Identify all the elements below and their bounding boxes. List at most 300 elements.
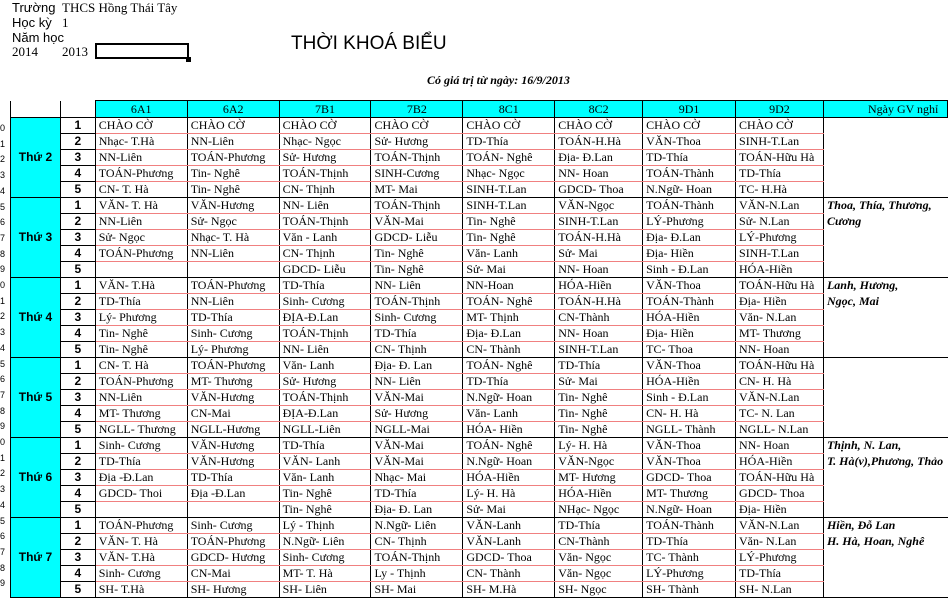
schedule-cell[interactable] (95, 502, 187, 518)
schedule-cell[interactable]: TD-Thía (279, 278, 371, 294)
schedule-cell[interactable]: NN- Hoan (736, 342, 824, 358)
schedule-cell[interactable]: VĂN-Thoa (643, 438, 736, 454)
schedule-cell[interactable]: VĂN-Ngọc (555, 454, 643, 470)
schedule-cell[interactable]: Tin- Nghê (555, 406, 643, 422)
schedule-cell[interactable]: NN- Hoan (736, 438, 824, 454)
schedule-cell[interactable]: Sử- Hương (279, 374, 371, 390)
schedule-cell[interactable]: Địa- Đ.Lan (643, 230, 736, 246)
schedule-cell[interactable]: Sinh- Cương (279, 294, 371, 310)
schedule-cell[interactable]: Tin- Nghê (95, 326, 187, 342)
period-number[interactable]: 3 (60, 470, 95, 486)
fill-handle[interactable] (186, 57, 191, 62)
schedule-cell[interactable]: Địa- Hiền (736, 294, 824, 310)
schedule-cell[interactable]: Sử- Mai (463, 502, 555, 518)
period-number[interactable]: 5 (60, 262, 95, 278)
period-number[interactable]: 4 (60, 326, 95, 342)
absent-teachers-cell[interactable] (823, 470, 947, 486)
schedule-cell[interactable]: Sử- N.Lan (736, 214, 824, 230)
absent-teachers-cell[interactable]: Hiền, Đỗ Lan (823, 518, 947, 534)
schedule-cell[interactable]: NN- Hoan (555, 166, 643, 182)
absent-teachers-cell[interactable] (823, 566, 947, 582)
schedule-cell[interactable]: VĂN-Ngọc (555, 198, 643, 214)
period-number[interactable]: 1 (60, 358, 95, 374)
schedule-cell[interactable]: Nhạc- Mai (371, 470, 463, 486)
row-number[interactable]: 9 (0, 421, 6, 432)
schedule-cell[interactable]: Sinh- Cương (279, 550, 371, 566)
schedule-cell[interactable]: GDCD- Liễu (371, 230, 463, 246)
schedule-cell[interactable]: Nhạc- Ngọc (463, 166, 555, 182)
row-number[interactable]: 8 (0, 562, 6, 573)
period-number[interactable]: 3 (60, 390, 95, 406)
schedule-cell[interactable]: Địa- Đ.Lan (555, 150, 643, 166)
schedule-cell[interactable]: TD-Thía (555, 518, 643, 534)
row-number[interactable]: 0 (0, 280, 6, 290)
absent-teachers-cell[interactable] (823, 582, 947, 598)
schedule-cell[interactable]: Địa- Đ.Lan (463, 326, 555, 342)
schedule-cell[interactable]: TC- Thoa (643, 342, 736, 358)
day-label[interactable]: Thứ 3 (11, 198, 61, 278)
schedule-cell[interactable]: VĂN-N.Lan (736, 198, 824, 214)
row-number[interactable]: 7 (0, 389, 6, 400)
schedule-cell[interactable]: Ly - Thịnh (371, 566, 463, 582)
schedule-cell[interactable]: NN-Liên (187, 294, 279, 310)
day-label[interactable]: Thứ 4 (11, 278, 61, 358)
schedule-cell[interactable]: CHÀO CỜ (371, 118, 463, 134)
schedule-cell[interactable]: SINH-T.Lan (463, 182, 555, 198)
class-header[interactable]: 6A2 (187, 101, 279, 118)
schedule-cell[interactable]: GDCD- Thoa (555, 182, 643, 198)
schedule-cell[interactable]: SINH-T.Lan (555, 342, 643, 358)
schedule-cell[interactable]: TD-Thía (95, 294, 187, 310)
schedule-cell[interactable]: TD-Thía (643, 150, 736, 166)
schedule-cell[interactable]: Địa- Đ. Lan (371, 502, 463, 518)
schedule-cell[interactable]: SINH-T.Lan (555, 214, 643, 230)
schedule-cell[interactable]: Địa- Hiền (643, 326, 736, 342)
schedule-cell[interactable] (95, 262, 187, 278)
schedule-cell[interactable] (187, 502, 279, 518)
period-number[interactable]: 1 (60, 278, 95, 294)
schedule-cell[interactable]: VĂN-Lanh (463, 518, 555, 534)
schedule-cell[interactable]: Sinh- Cương (95, 438, 187, 454)
period-number[interactable]: 2 (60, 454, 95, 470)
schedule-cell[interactable]: VĂN-N.Lan (736, 390, 824, 406)
period-number[interactable]: 2 (60, 214, 95, 230)
schedule-cell[interactable]: N.Ngữ- Hoan (643, 502, 736, 518)
row-number[interactable]: 4 (0, 342, 6, 353)
schedule-cell[interactable]: TOÁN-Hữu Hà (736, 150, 824, 166)
schedule-cell[interactable]: TD-Thía (736, 566, 824, 582)
schedule-cell[interactable]: Nhạc- Ngọc (279, 134, 371, 150)
schedule-cell[interactable]: NN- Hoan (555, 262, 643, 278)
row-number[interactable]: 3 (0, 484, 6, 495)
schedule-cell[interactable]: Lý- H. Hà (463, 486, 555, 502)
schedule-cell[interactable]: TOÁN-H.Hà (555, 134, 643, 150)
schedule-cell[interactable]: CHÀO CỜ (463, 118, 555, 134)
absent-teachers-cell[interactable]: H. Hà, Hoan, Nghê (823, 534, 947, 550)
schedule-cell[interactable]: SINH-T.Lan (736, 246, 824, 262)
schedule-cell[interactable]: N.Ngữ- Liên (371, 518, 463, 534)
schedule-cell[interactable]: CN- H. Hà (736, 374, 824, 390)
schedule-cell[interactable]: SH- Liên (279, 582, 371, 598)
schedule-cell[interactable]: TOÁN-Thành (643, 518, 736, 534)
schedule-cell[interactable]: HÓA-Hiền (555, 486, 643, 502)
row-number[interactable]: 4 (0, 499, 6, 510)
schedule-cell[interactable]: TD-Thía (371, 486, 463, 502)
schedule-cell[interactable]: TD-Thía (371, 326, 463, 342)
schedule-cell[interactable]: CN- Thành (463, 566, 555, 582)
schedule-cell[interactable]: TD-Thía (643, 534, 736, 550)
schedule-cell[interactable]: NN- Liên (371, 278, 463, 294)
schedule-cell[interactable]: Tin- Nghê (371, 246, 463, 262)
schedule-cell[interactable]: CN- T. Hà (95, 182, 187, 198)
period-number[interactable]: 5 (60, 342, 95, 358)
absent-teachers-cell[interactable] (823, 150, 947, 166)
period-number[interactable]: 1 (60, 438, 95, 454)
period-number[interactable]: 2 (60, 534, 95, 550)
schedule-cell[interactable]: ĐỊA-Đ.Lan (279, 310, 371, 326)
schedule-cell[interactable]: NGLL-Hương (187, 422, 279, 438)
schedule-cell[interactable]: VĂN-Mai (371, 438, 463, 454)
schedule-cell[interactable]: Tin- Nghê (279, 486, 371, 502)
row-number[interactable]: 6 (0, 374, 6, 385)
schedule-cell[interactable]: TOÁN- Nghê (463, 150, 555, 166)
schedule-cell[interactable]: TOÁN-Phương (187, 358, 279, 374)
day-label[interactable]: Thứ 6 (11, 438, 61, 518)
absent-teachers-cell[interactable] (823, 342, 947, 358)
schedule-cell[interactable]: NN-Liên (187, 246, 279, 262)
schedule-cell[interactable]: VĂN-Thoa (643, 358, 736, 374)
schedule-cell[interactable]: SH- T.Hà (95, 582, 187, 598)
schedule-cell[interactable]: Địa- Hiền (736, 502, 824, 518)
schedule-cell[interactable]: Tin- Nghê (555, 390, 643, 406)
schedule-cell[interactable]: Tin- Nghê (187, 182, 279, 198)
schedule-cell[interactable]: N.Ngữ- Hoan (643, 182, 736, 198)
absent-teachers-cell[interactable]: Ngọc, Mai (823, 294, 947, 310)
schedule-cell[interactable]: Văn - Lanh (279, 230, 371, 246)
schedule-cell[interactable]: CHÀO CỜ (736, 118, 824, 134)
schedule-cell[interactable]: MT- Thịnh (463, 310, 555, 326)
schedule-cell[interactable]: MT- Thương (95, 406, 187, 422)
schedule-cell[interactable]: Địa- Đ. Lan (371, 358, 463, 374)
schedule-cell[interactable]: TOÁN-Phương (187, 278, 279, 294)
schedule-cell[interactable]: Sinh- Cương (187, 326, 279, 342)
schedule-cell[interactable]: TOÁN-Thịnh (279, 214, 371, 230)
schedule-cell[interactable]: Sinh- Cương (187, 518, 279, 534)
schedule-cell[interactable]: TOÁN-Thịnh (279, 390, 371, 406)
absent-teachers-cell[interactable]: Cương (823, 214, 947, 230)
day-label[interactable]: Thứ 7 (11, 518, 61, 598)
schedule-cell[interactable]: VĂN- T. Hà (95, 198, 187, 214)
schedule-cell[interactable]: CN-Mai (187, 566, 279, 582)
schedule-cell[interactable]: CN-Thành (555, 534, 643, 550)
absent-teachers-cell[interactable] (823, 550, 947, 566)
schedule-cell[interactable]: CN- Thịnh (371, 534, 463, 550)
schedule-cell[interactable]: VĂN-Mai (371, 390, 463, 406)
schedule-cell[interactable]: TOÁN-Phương (95, 246, 187, 262)
schedule-cell[interactable]: LÝ-Phương (643, 214, 736, 230)
schedule-cell[interactable]: Sử- Ngọc (187, 214, 279, 230)
schedule-cell[interactable]: TOÁN-H.Hà (555, 230, 643, 246)
schedule-cell[interactable]: TOÁN-Thịnh (371, 150, 463, 166)
schedule-cell[interactable]: TC- Thành (643, 550, 736, 566)
schedule-cell[interactable]: SINH-T.Lan (736, 134, 824, 150)
schedule-cell[interactable]: TD-Thía (279, 438, 371, 454)
schedule-cell[interactable]: NGLL- Thành (643, 422, 736, 438)
schedule-cell[interactable]: NHạc- Ngọc (555, 502, 643, 518)
absent-teachers-cell[interactable] (823, 166, 947, 182)
schedule-cell[interactable]: Tin- Nghê (463, 230, 555, 246)
schedule-cell[interactable]: Sinh - Đ.Lan (643, 262, 736, 278)
absent-teachers-cell[interactable] (823, 358, 947, 374)
class-header[interactable]: 9D1 (643, 101, 736, 118)
row-number[interactable]: 5 (0, 201, 6, 212)
absent-teachers-cell[interactable] (823, 246, 947, 262)
absent-teachers-cell[interactable]: Thịnh, N. Lan, (823, 438, 947, 454)
schedule-cell[interactable]: NN-Liên (95, 390, 187, 406)
row-number[interactable]: 2 (0, 311, 6, 322)
schedule-cell[interactable]: HÓA-Hiền (736, 262, 824, 278)
period-number[interactable]: 4 (60, 246, 95, 262)
schedule-cell[interactable]: Lý- H. Hà (555, 438, 643, 454)
schedule-cell[interactable]: Văn- Lanh (463, 406, 555, 422)
schedule-cell[interactable]: TOÁN-Thịnh (279, 166, 371, 182)
schedule-cell[interactable]: VĂN-Thoa (643, 134, 736, 150)
schedule-cell[interactable]: TD-Thía (463, 134, 555, 150)
schedule-cell[interactable]: HÓA-Hiền (463, 470, 555, 486)
schedule-cell[interactable]: Văn- Ngọc (555, 566, 643, 582)
schedule-cell[interactable]: Sử- Mai (463, 262, 555, 278)
schedule-cell[interactable]: TD-Thía (463, 374, 555, 390)
schedule-cell[interactable]: VĂN- T. Hà (95, 534, 187, 550)
absent-teachers-cell[interactable] (823, 118, 947, 134)
schedule-cell[interactable]: MT- Thương (643, 486, 736, 502)
absent-teachers-cell[interactable] (823, 310, 947, 326)
schedule-cell[interactable]: SH- Ngọc (555, 582, 643, 598)
period-number[interactable]: 4 (60, 166, 95, 182)
schedule-cell[interactable]: Sinh- Cương (95, 566, 187, 582)
schedule-cell[interactable]: HÓA- Hiền (463, 422, 555, 438)
day-label[interactable]: Thứ 2 (11, 118, 61, 198)
schedule-cell[interactable]: TOÁN-Thịnh (279, 326, 371, 342)
schedule-cell[interactable]: VĂN-Mai (371, 214, 463, 230)
schedule-cell[interactable]: Sinh- Cương (371, 310, 463, 326)
schedule-cell[interactable]: TOÁN-Thành (643, 198, 736, 214)
schedule-cell[interactable]: VĂN-Thoa (643, 278, 736, 294)
schedule-cell[interactable]: SH- Mai (371, 582, 463, 598)
schedule-cell[interactable]: TOÁN- Nghê (463, 358, 555, 374)
schedule-cell[interactable]: Nhạc- T. Hà (187, 230, 279, 246)
schedule-cell[interactable]: SH- N.Lan (736, 582, 824, 598)
class-header[interactable]: 8C1 (463, 101, 555, 118)
absent-teachers-cell[interactable] (823, 422, 947, 438)
schedule-cell[interactable]: CHÀO CỜ (555, 118, 643, 134)
row-number[interactable]: 3 (0, 170, 6, 181)
schedule-cell[interactable]: Địa -Đ.Lan (187, 486, 279, 502)
schedule-cell[interactable]: Sử- Mai (555, 374, 643, 390)
schedule-cell[interactable]: NGLL- N.Lan (736, 422, 824, 438)
schedule-cell[interactable]: TOÁN- Nghê (463, 294, 555, 310)
period-number[interactable]: 5 (60, 582, 95, 598)
schedule-cell[interactable]: MT- T. Hà (279, 566, 371, 582)
row-number[interactable]: 1 (0, 452, 6, 463)
row-number[interactable]: 5 (0, 515, 6, 526)
schedule-cell[interactable]: N.Ngữ- Hoan (463, 390, 555, 406)
schedule-cell[interactable]: Sử- Mai (555, 246, 643, 262)
schedule-cell[interactable]: Văn- Ngọc (555, 550, 643, 566)
schedule-cell[interactable]: VĂN-Hương (187, 438, 279, 454)
schedule-cell[interactable]: HÓA-Hiền (643, 310, 736, 326)
schedule-cell[interactable]: TD-Thía (555, 358, 643, 374)
schedule-cell[interactable]: HÓA-Hiền (555, 278, 643, 294)
schedule-cell[interactable]: TD-Thía (187, 470, 279, 486)
schedule-cell[interactable]: CN-Thành (555, 310, 643, 326)
schedule-cell[interactable]: CHÀO CỜ (187, 118, 279, 134)
schedule-cell[interactable]: LÝ-Phương (736, 550, 824, 566)
schedule-cell[interactable]: NN- Liên (371, 374, 463, 390)
schedule-cell[interactable]: VĂN-Lanh (463, 534, 555, 550)
absent-teachers-cell[interactable] (823, 326, 947, 342)
schedule-cell[interactable]: TD-Thía (187, 310, 279, 326)
period-number[interactable]: 1 (60, 118, 95, 134)
period-number[interactable]: 1 (60, 518, 95, 534)
period-number[interactable]: 4 (60, 406, 95, 422)
schedule-cell[interactable]: TD-Thía (736, 166, 824, 182)
schedule-cell[interactable]: Sử- Hương (279, 150, 371, 166)
schedule-cell[interactable]: MT- Hương (555, 470, 643, 486)
row-number[interactable]: 4 (0, 185, 6, 196)
selected-cell[interactable] (95, 43, 189, 59)
row-number[interactable]: 8 (0, 405, 6, 416)
schedule-cell[interactable]: N.Ngữ- Liên (279, 534, 371, 550)
row-number[interactable]: 0 (0, 123, 6, 133)
schedule-cell[interactable]: TOÁN-Thịnh (371, 550, 463, 566)
schedule-cell[interactable]: VĂN-Mai (371, 454, 463, 470)
schedule-cell[interactable]: CN- H. Hà (643, 406, 736, 422)
schedule-cell[interactable]: Sử- Hương (371, 406, 463, 422)
period-number[interactable]: 4 (60, 566, 95, 582)
schedule-cell[interactable]: TOÁN-Phương (187, 150, 279, 166)
period-number[interactable]: 2 (60, 294, 95, 310)
period-number[interactable]: 3 (60, 550, 95, 566)
absent-teachers-cell[interactable] (823, 230, 947, 246)
row-number[interactable]: 7 (0, 232, 6, 243)
schedule-cell[interactable]: GDCD- Liễu (279, 262, 371, 278)
class-header[interactable]: 7B1 (279, 101, 371, 118)
schedule-cell[interactable]: TOÁN-Phương (95, 166, 187, 182)
period-number[interactable]: 5 (60, 502, 95, 518)
row-number[interactable]: 5 (0, 358, 6, 369)
schedule-cell[interactable]: NN-Liên (187, 134, 279, 150)
schedule-cell[interactable]: TOÁN-Thịnh (371, 294, 463, 310)
schedule-cell[interactable]: Tin- Nghê (555, 422, 643, 438)
schedule-cell[interactable]: CN- Thành (463, 342, 555, 358)
absent-teachers-cell[interactable] (823, 134, 947, 150)
absent-teachers-cell[interactable]: Thoa, Thía, Thương, (823, 198, 947, 214)
schedule-cell[interactable]: Lý - Thịnh (279, 518, 371, 534)
row-number[interactable]: 9 (0, 578, 6, 589)
row-number[interactable]: 2 (0, 468, 6, 479)
schedule-cell[interactable]: Lý- Phương (187, 342, 279, 358)
schedule-cell[interactable]: ĐỊA-Đ.Lan (279, 406, 371, 422)
schedule-cell[interactable]: SH- Hương (187, 582, 279, 598)
schedule-cell[interactable]: CN- T. Hà (95, 358, 187, 374)
class-header[interactable]: 9D2 (736, 101, 824, 118)
period-number[interactable]: 2 (60, 134, 95, 150)
schedule-cell[interactable]: TOÁN-Hữu Hà (736, 278, 824, 294)
schedule-cell[interactable]: TOÁN-Thịnh (371, 198, 463, 214)
schedule-cell[interactable]: NN- Liên (279, 342, 371, 358)
row-number[interactable]: 1 (0, 138, 6, 149)
absent-teachers-cell[interactable]: Lanh, Hương, (823, 278, 947, 294)
schedule-cell[interactable]: VĂN- T.Hà (95, 278, 187, 294)
row-number[interactable]: 6 (0, 531, 6, 542)
schedule-cell[interactable]: GDCD- Hương (187, 550, 279, 566)
schedule-cell[interactable]: Địa- Hiền (643, 246, 736, 262)
absent-teachers-cell[interactable] (823, 390, 947, 406)
schedule-cell[interactable]: TOÁN-Phương (95, 374, 187, 390)
class-header[interactable]: 6A1 (95, 101, 187, 118)
schedule-cell[interactable]: Văn- Lanh (463, 246, 555, 262)
schedule-cell[interactable]: SH- Thành (643, 582, 736, 598)
schedule-cell[interactable]: NN-Liên (95, 150, 187, 166)
period-number[interactable]: 2 (60, 374, 95, 390)
row-number[interactable]: 2 (0, 154, 6, 165)
schedule-cell[interactable]: NN- Liên (279, 198, 371, 214)
schedule-cell[interactable]: TD-Thía (95, 454, 187, 470)
schedule-cell[interactable] (187, 262, 279, 278)
schedule-cell[interactable]: LÝ-Phương (643, 566, 736, 582)
row-number[interactable]: 9 (0, 264, 6, 275)
row-number[interactable]: 8 (0, 248, 6, 259)
row-number[interactable]: 6 (0, 217, 6, 228)
notes-header[interactable]: Ngày GV nghỉ (823, 101, 947, 118)
schedule-cell[interactable]: VĂN-Hương (187, 198, 279, 214)
schedule-cell[interactable]: CHÀO CỜ (95, 118, 187, 134)
schedule-cell[interactable]: MT- Thương (187, 374, 279, 390)
schedule-cell[interactable]: CN- Thịnh (279, 182, 371, 198)
schedule-cell[interactable]: MT- Thương (736, 326, 824, 342)
schedule-cell[interactable]: HÓA-Hiền (736, 454, 824, 470)
schedule-cell[interactable]: Nhạc- T.Hà (95, 134, 187, 150)
schedule-cell[interactable]: VĂN-Thoa (643, 454, 736, 470)
period-number[interactable]: 5 (60, 422, 95, 438)
schedule-cell[interactable]: LÝ-Phương (736, 230, 824, 246)
day-label[interactable]: Thứ 5 (11, 358, 61, 438)
schedule-cell[interactable]: Tin- Nghê (95, 342, 187, 358)
schedule-cell[interactable]: SINH-T.Lan (463, 198, 555, 214)
schedule-cell[interactable]: VĂN-Hương (187, 390, 279, 406)
schedule-cell[interactable]: MT- Mai (371, 182, 463, 198)
schedule-cell[interactable]: TOÁN-Thành (643, 294, 736, 310)
schedule-cell[interactable]: VĂN- Lanh (279, 454, 371, 470)
row-number[interactable]: 7 (0, 546, 6, 557)
period-number[interactable]: 5 (60, 182, 95, 198)
period-number[interactable]: 4 (60, 486, 95, 502)
absent-teachers-cell[interactable] (823, 406, 947, 422)
schedule-cell[interactable]: GDCD- Thoa (463, 550, 555, 566)
schedule-cell[interactable]: TOÁN-Phương (95, 518, 187, 534)
schedule-cell[interactable]: Tin- Nghê (279, 502, 371, 518)
row-number[interactable]: 1 (0, 295, 6, 306)
absent-teachers-cell[interactable] (823, 502, 947, 518)
schedule-cell[interactable]: GDCD- Thoa (736, 486, 824, 502)
row-number[interactable]: 0 (0, 437, 6, 447)
absent-teachers-cell[interactable] (823, 486, 947, 502)
period-number[interactable]: 3 (60, 150, 95, 166)
schedule-cell[interactable]: VĂN- T.Hà (95, 550, 187, 566)
class-header[interactable]: 8C2 (555, 101, 643, 118)
schedule-cell[interactable]: CHÀO CỜ (279, 118, 371, 134)
